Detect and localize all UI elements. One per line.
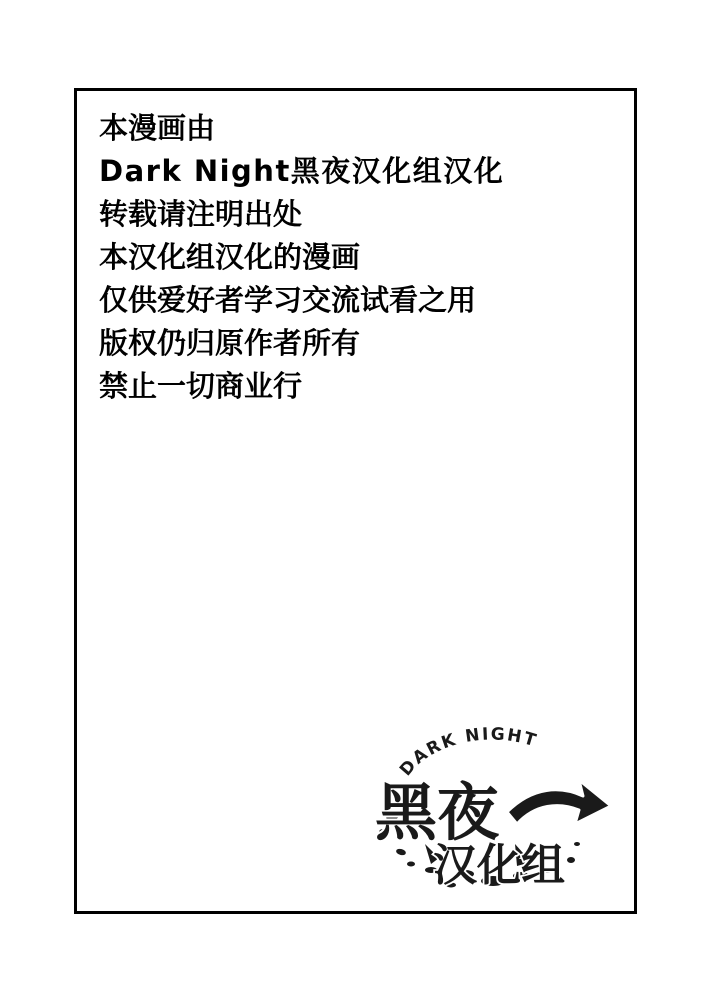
logo-main-text: 黑夜 bbox=[375, 776, 500, 849]
translation-notice bbox=[99, 107, 609, 408]
notice-line: 版权仍归原作者所有 bbox=[99, 326, 361, 360]
notice-frame bbox=[74, 88, 637, 914]
notice-line: 本漫画由 bbox=[99, 111, 216, 145]
logo-arc-text: DARK NIGHT bbox=[395, 724, 540, 780]
arrow-icon bbox=[507, 780, 611, 824]
notice-line: 转载请注明出处 bbox=[99, 197, 303, 231]
notice-line: 仅供爱好者学习交流试看之用 bbox=[99, 283, 477, 317]
notice-line: Dark Night黑夜汉化组汉化 bbox=[99, 154, 505, 188]
scanlation-group-logo bbox=[365, 724, 620, 889]
notice-line: 本汉化组汉化的漫画 bbox=[99, 240, 361, 274]
notice-line: 禁止一切商业行 bbox=[99, 369, 303, 403]
logo-sub-text: 汉化组 bbox=[433, 840, 565, 889]
